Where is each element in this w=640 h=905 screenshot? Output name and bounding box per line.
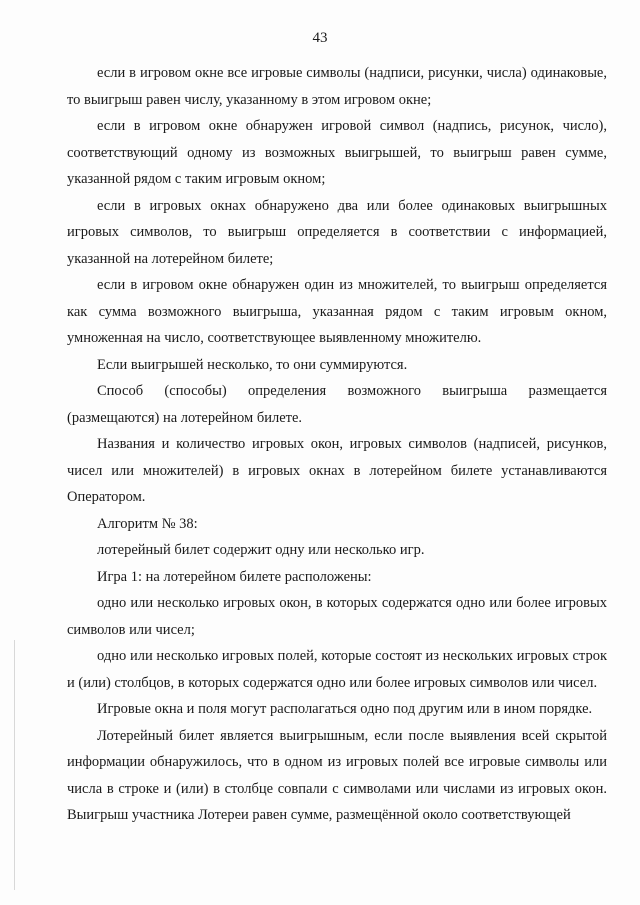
paragraph-game-windows: одно или несколько игровых окон, в которых содержатся одно или более игровых символов или чисел; — [67, 595, 607, 638]
paragraph-found-symbol-rule: если в игровом окне обнаружен игровой символ (надпись, рисунок, число), соответствующий одному из возможных выигрышей, то выигрыш равен сумме, указанной рядом с таким игровым окном; — [67, 118, 607, 187]
paragraph-multiplier-rule: если в игровом окне обнаружен один из множителей, то выигрыш определяется как сумма возможного выигрыша, указанная рядом с таким игровым окном, умноженная на число, соответствующее выявленному множителю. — [67, 277, 607, 346]
body-text — [67, 60, 607, 829]
paragraph-equal-symbols-rule: если в игровом окне все игровые символы (надписи, рисунки, числа) одинаковые, то выигрыш равен числу, указанному в этом игровом окне; — [67, 65, 607, 108]
paragraph-summation: Если выигрышей несколько, то они суммируются. — [97, 356, 408, 373]
paragraph-layout-order: Игровые окна и поля могут располагаться одно под другим или в ином порядке. — [97, 701, 593, 717]
paragraph-ticket-games: лотерейный билет содержит одну или несколько игр. — [97, 542, 425, 558]
paragraph-names-and-quantity: Названия и количество игровых окон, игровых символов (надписей, рисунков, чисел или множителей) в игровых окнах в лотерейном билете устанавливаются Оператором. — [67, 436, 607, 505]
paragraph-method-placement: Способ (способы) определения возможного выигрыша размещается (размещаются) на лотерейном билете. — [67, 383, 607, 426]
scan-margin-line — [14, 640, 15, 890]
paragraph-game-fields: одно или несколько игровых полей, которые состоят из нескольких игровых строк и (или) столбцов, в которых содержатся одно или более игровых символов или чисел. — [67, 648, 607, 691]
paragraph-winning-ticket: Лотерейный билет является выигрышным, если после выявления всей скрытой информации обнаружилось, что в одном из игровых полей все игровые символы или числа в строке и (или) в столбце совпали с символами или числами из игровых окон. Выигрыш участника Лотереи равен сумме, размещённой около соответствующей — [67, 727, 607, 823]
paragraph-multiple-symbols-rule: если в игровых окнах обнаружено два или более одинаковых выигрышных игровых символов, то выигрыш определяется в соответствии с информацией, указанной на лотерейном билете; — [67, 197, 607, 267]
paragraph-algorithm-heading: Алгоритм № 38: — [97, 515, 198, 532]
page-number: 43 — [312, 30, 328, 46]
paragraph-game-1: Игра 1: на лотерейном билете расположены: — [97, 568, 372, 585]
